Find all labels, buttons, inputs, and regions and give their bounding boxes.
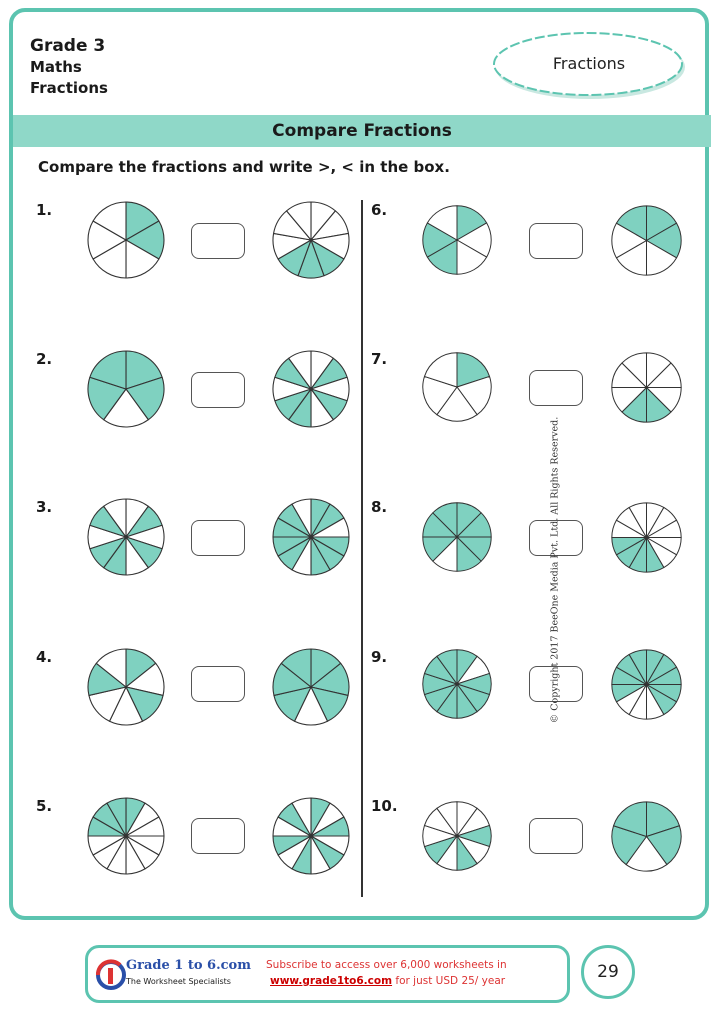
question-8-right-fraction bbox=[610, 501, 683, 574]
question-number-1: 1. bbox=[36, 201, 53, 219]
column-divider bbox=[361, 200, 363, 897]
question-9-left-fraction bbox=[421, 648, 493, 720]
question-number-8: 8. bbox=[371, 498, 388, 516]
question-9-right-fraction bbox=[610, 648, 683, 721]
page-number: 29 bbox=[581, 945, 635, 999]
subscribe-price: for just USD 25/ year bbox=[392, 975, 506, 987]
instruction-text: Compare the fractions and write >, < in the box. bbox=[38, 158, 450, 176]
subscribe-text: Subscribe to access over 6,000 worksheets in bbox=[266, 959, 507, 971]
question-number-3: 3. bbox=[36, 498, 53, 516]
question-7-left-fraction bbox=[421, 351, 493, 423]
topic-label: Fractions bbox=[30, 79, 108, 97]
answer-box-1[interactable] bbox=[191, 223, 245, 259]
question-number-9: 9. bbox=[371, 648, 388, 666]
answer-box-3[interactable] bbox=[191, 520, 245, 556]
copyright-notice: © Copyright 2017 BeeOne Media Pvt. Ltd. All Rights Reserved. bbox=[549, 416, 561, 724]
subject-label: Maths bbox=[30, 58, 82, 76]
footer-banner bbox=[85, 945, 570, 1003]
answer-box-10[interactable] bbox=[529, 818, 583, 854]
page-title: Compare Fractions bbox=[13, 115, 711, 147]
question-1-left-fraction bbox=[86, 200, 166, 280]
answer-box-7[interactable] bbox=[529, 370, 583, 406]
question-6-left-fraction bbox=[421, 204, 493, 276]
question-7-right-fraction bbox=[610, 351, 683, 424]
question-number-4: 4. bbox=[36, 648, 53, 666]
brand-name: Grade 1 to 6.com bbox=[126, 958, 251, 973]
question-4-right-fraction bbox=[271, 647, 351, 727]
question-4-left-fraction bbox=[86, 647, 166, 727]
question-2-left-fraction bbox=[86, 349, 166, 429]
grade1to6-logo-icon bbox=[94, 956, 130, 992]
question-number-7: 7. bbox=[371, 350, 388, 368]
grade-label: Grade 3 bbox=[30, 36, 106, 56]
subscribe-line-2 bbox=[270, 975, 505, 987]
question-number-2: 2. bbox=[36, 350, 53, 368]
brand-tagline: The Worksheet Specialists bbox=[126, 977, 231, 986]
question-3-left-fraction bbox=[86, 497, 166, 577]
answer-box-5[interactable] bbox=[191, 818, 245, 854]
answer-box-2[interactable] bbox=[191, 372, 245, 408]
question-number-10: 10. bbox=[371, 797, 398, 815]
website-link[interactable]: www.grade1to6.com bbox=[270, 975, 393, 987]
question-10-left-fraction bbox=[421, 800, 493, 872]
question-6-right-fraction bbox=[610, 204, 683, 277]
question-5-left-fraction bbox=[86, 796, 166, 876]
question-2-right-fraction bbox=[271, 349, 351, 429]
question-10-right-fraction bbox=[610, 800, 683, 873]
question-1-right-fraction bbox=[271, 200, 351, 280]
question-number-6: 6. bbox=[371, 201, 388, 219]
badge-label: Fractions bbox=[552, 53, 626, 73]
question-5-right-fraction bbox=[271, 796, 351, 876]
question-number-5: 5. bbox=[36, 797, 53, 815]
answer-box-4[interactable] bbox=[191, 666, 245, 702]
topic-badge bbox=[490, 30, 688, 102]
question-8-left-fraction bbox=[421, 501, 493, 573]
question-3-right-fraction bbox=[271, 497, 351, 577]
worksheet-header bbox=[30, 36, 108, 99]
answer-box-6[interactable] bbox=[529, 223, 583, 259]
